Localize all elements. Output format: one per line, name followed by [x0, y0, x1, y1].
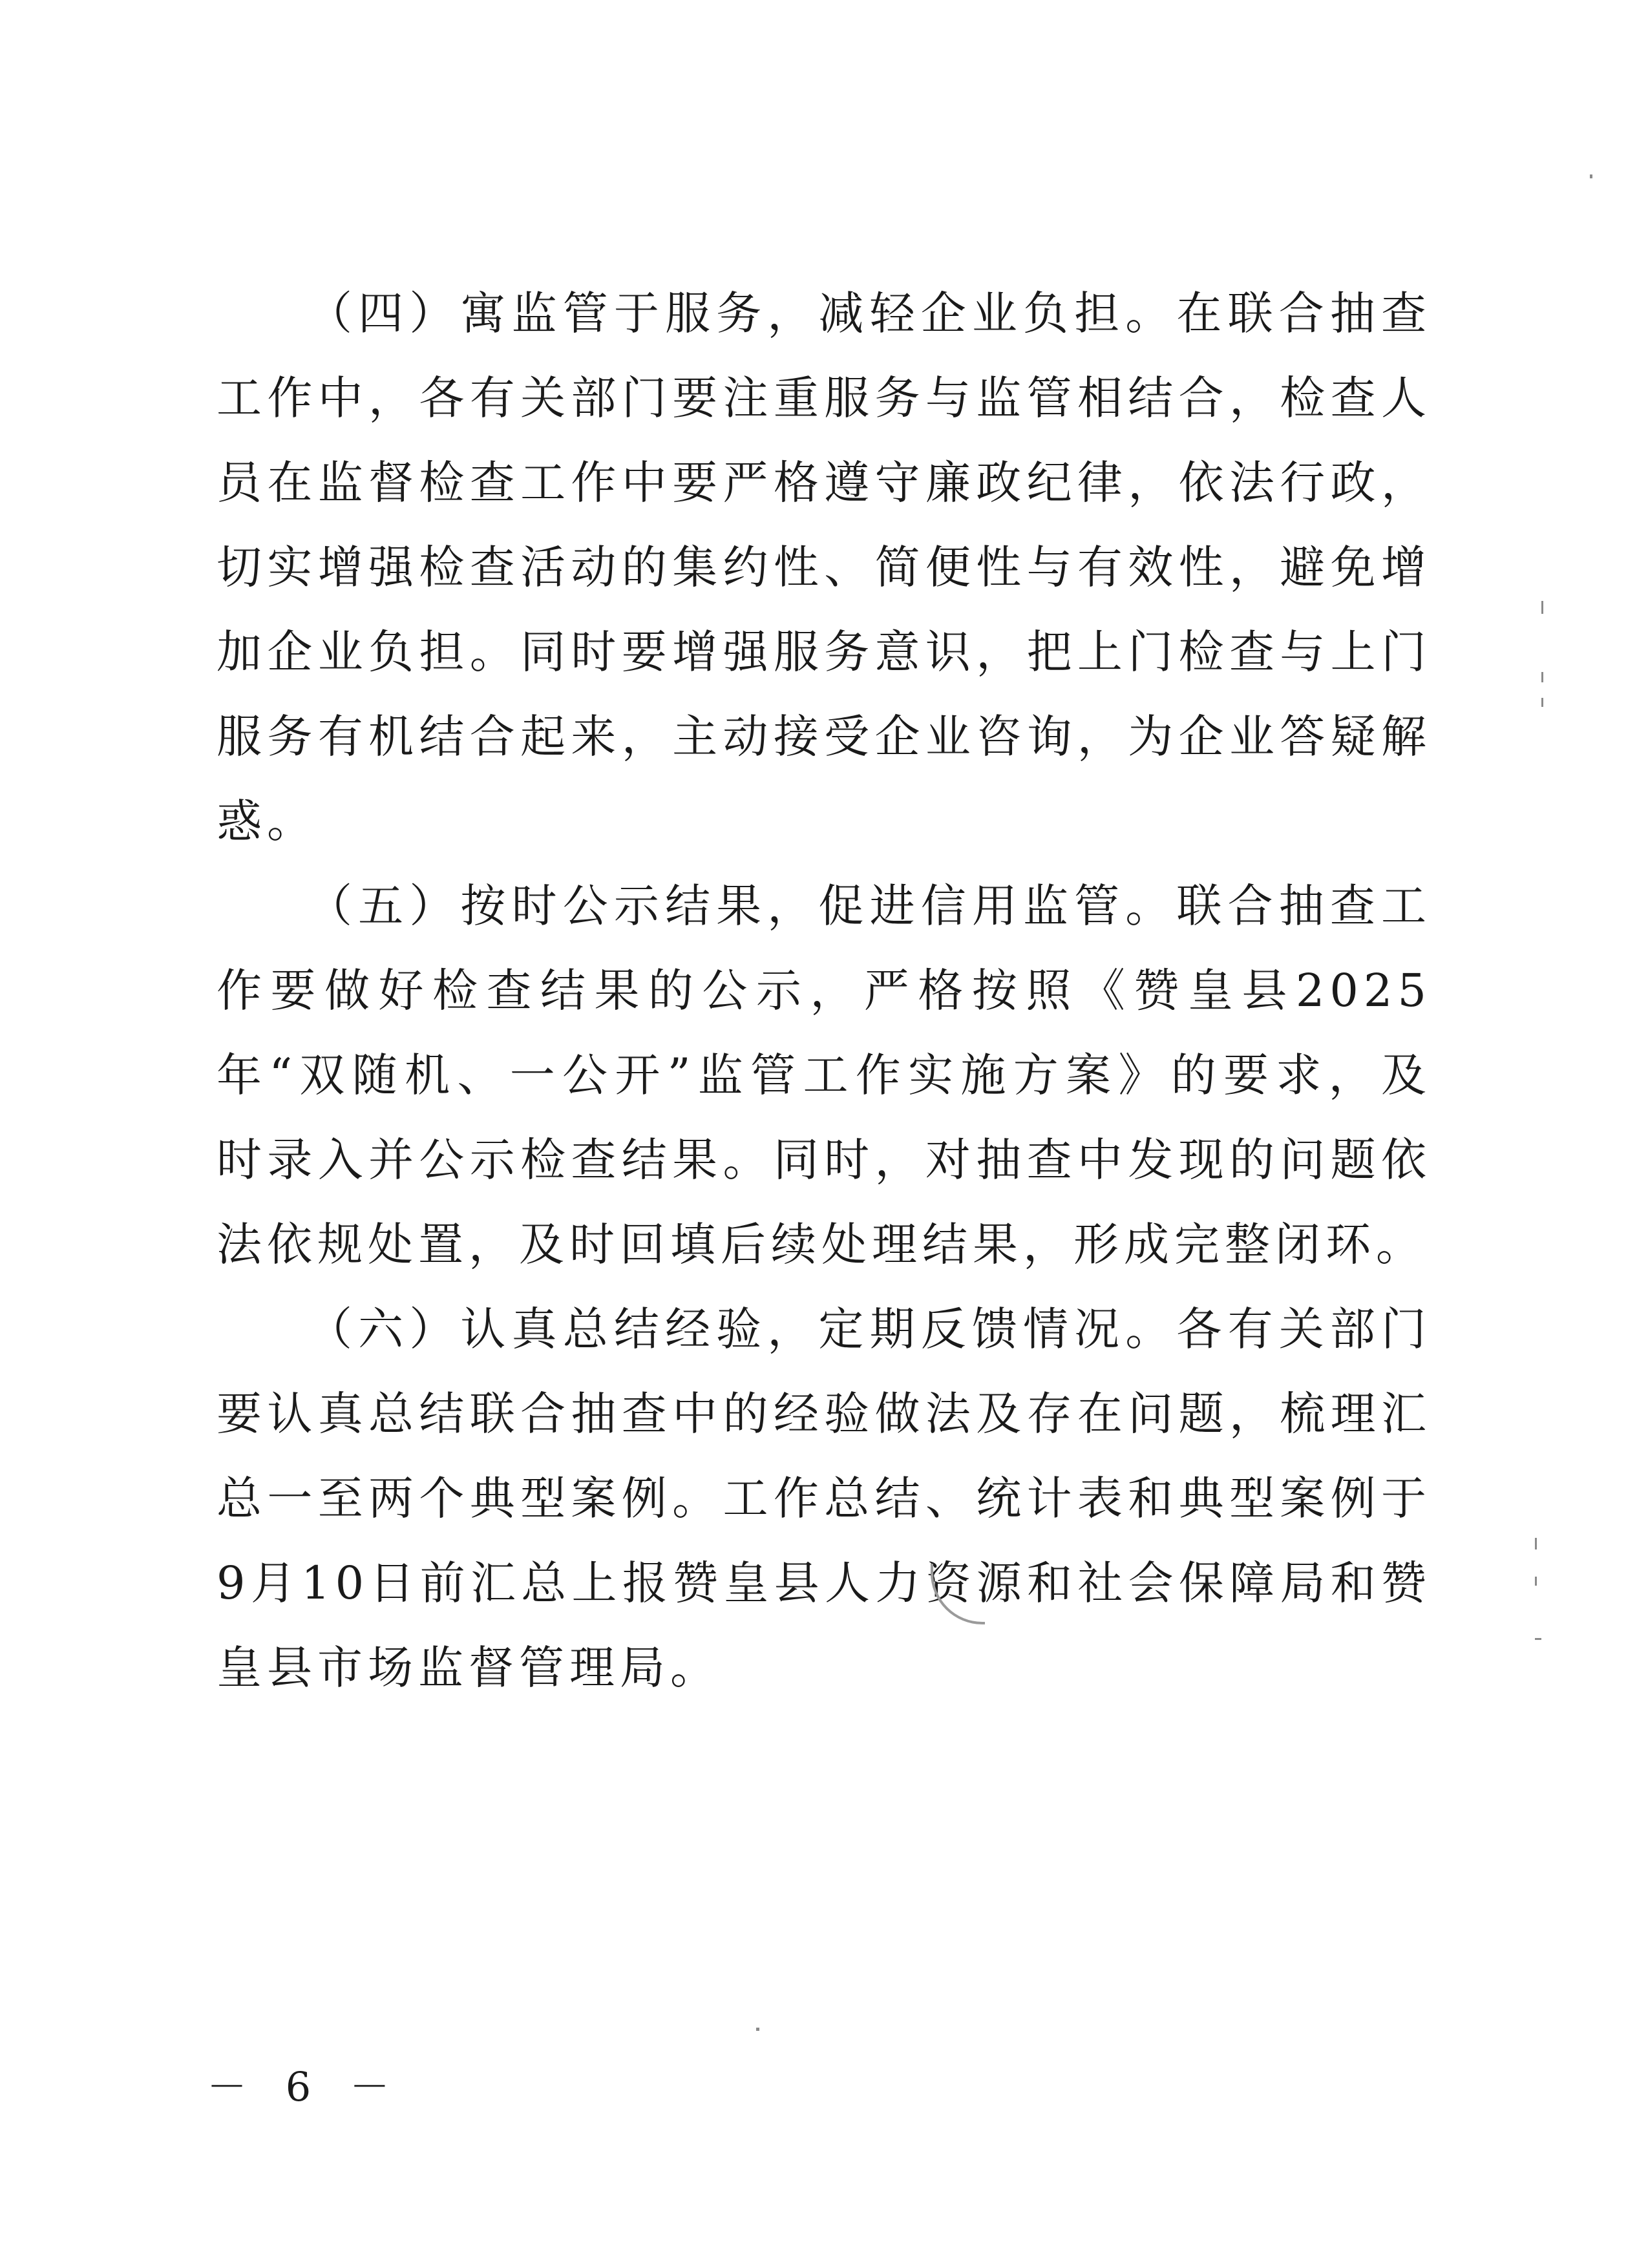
- scan-mark: [1541, 601, 1543, 614]
- scan-mark: [1535, 1638, 1541, 1640]
- paragraph-six: （六）认真总结经验，定期反馈情况。各有关部门要认真总结联合抽查中的经验做法及存在问题，梳理汇总一至两个典型案例。工作总结、统计表和典型案例于9月10日前汇总上报赞皇县人力资源和社会保障局和赞皇县市场监督管理局。: [217, 1303, 1431, 1694]
- document-body: [217, 271, 1431, 1710]
- scan-mark: [1535, 1538, 1537, 1549]
- scan-mark: [1541, 672, 1543, 682]
- scan-mark: [1541, 698, 1543, 707]
- scan-mark: [1535, 1577, 1537, 1586]
- paragraph-four: （四）寓监管于服务，减轻企业负担。在联合抽查工作中，各有关部门要注重服务与监管相结合，检查人员在监督检查工作中要严格遵守廉政纪律，依法行政，切实增强检查活动的集约性、简便性与有效性，避免增加企业负担。同时要增强服务意识，把上门检查与上门服务有机结合起来，主动接受企业咨询，为企业答疑解惑。: [217, 287, 1431, 848]
- paragraph-five: （五）按时公示结果，促进信用监管。联合抽查工作要做好检查结果的公示，严格按照《赞皇县2025年“双随机、一公开”监管工作实施方案》的要求，及时录入并公示检查结果。同时，对抽查中发现的问题依法依规处置，及时回填后续处理结果，形成完整闭环。: [217, 879, 1431, 1271]
- scan-mark: [1590, 174, 1592, 178]
- page-number: － 6 －: [207, 2063, 403, 2110]
- scan-mark: [756, 2028, 759, 2031]
